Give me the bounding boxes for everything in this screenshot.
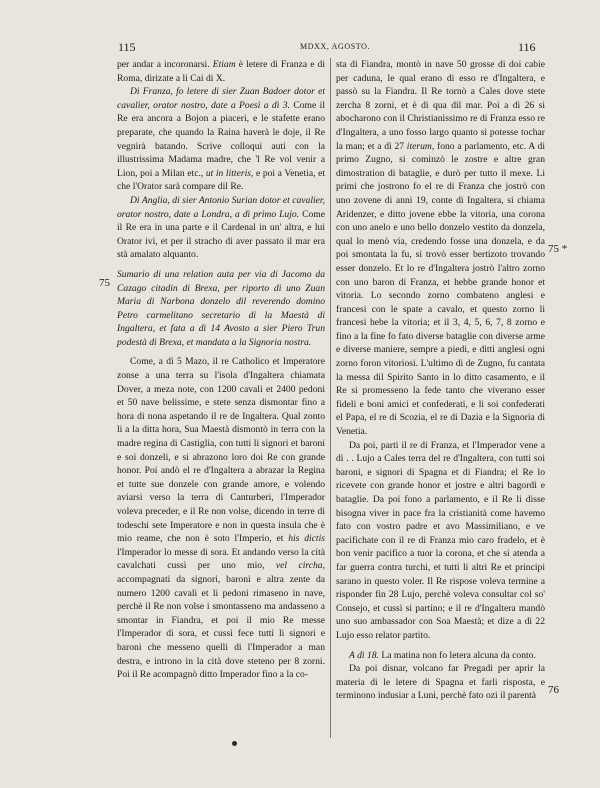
page-number-right: 116 [518, 40, 536, 54]
margin-number-right-75: 75 * [548, 243, 568, 255]
summary-heading: Sumario di una relation auta per via di Jacomo da Cazago citadin di Brexa, per riporto di uno Zuan Maria di Narbona donzelo dil reverendo domino Petro carmelitano secretario di la Maestà di Ingaltera, et fata a dì 14 Avosto a sier Piero Trun podestà di Brexa, et mandata a la Signoria nostra. [117, 268, 325, 348]
margin-number-right-76: 76 [548, 684, 559, 696]
margin-number-left: 75 [99, 277, 110, 289]
letter-france: Di Franza, fo letere di sier Zuan Badoer dotor et cavalier, orator nostro, date a Poesì a dì 3. Come il Re era ancora a Bojon a piaceri, e le stafette erano preparate, che quando la Raina haverà le doje, il Re vegnirà batando. Scrive colloqui auti con la illustrissima Madama madre, che 'l Re vol venir a Lion, poi a Milan etc., ut in litteris, e poi a Venetia, et che l'Orator sarà compare dil Re. [117, 86, 325, 193]
page-number-left: 115 [118, 40, 136, 54]
running-head: MDXX, AGOSTO. [300, 42, 371, 51]
column-divider [330, 58, 331, 738]
paragraph-cales: Da poi, partì il re di Franza, et l'Imperador vene a dì . . Lujo a Cales terra del re d'Ingaltera, con tutti soi baroni, e signori di Spagna et di Fiandra; el Re lo ricevete con grande honor et jostre e altri bagordi e bataglie. Da poi fono a parlamento, e il Re li disse bisogna viver in pace fra la cristianità come havemo fato con vostro padre et avo Massimiliano, e ve pacifichate con il re di Franza mio caro fradelo, et è bon venir pacifico a tuor la corona, et che si atenda a far guerra contra turchi, et tutti li altri Re et principi sarano in questo voler. Il Re rispose voleva termine a risponder fin 28 Lujo, perchè voleva consultar col so' Consejo, et cussì si partino; e il re d'Ingaltera mandò uno suo ambassador con Soa Maestà; et dize a dì 22 Lujo esso relator partito. [336, 439, 545, 641]
paragraph-continuation: per andar a incoronarsi. Etiam è letere di Franza e di Roma, dirizate a li Cai di X. [117, 59, 325, 84]
page-header [0, 40, 600, 56]
paragraph-date-18: A dì 18. La matina non fo letera alcuna da conto. [349, 649, 536, 661]
summary-body: Come, a dì 5 Mazo, il re Catholico et Imperatore zonse a una terra su l'isola d'Ingaltera chiamata Dover, a meza note, con 1200 cavali et 2400 pedoni et 50 nave belissime, e stete senza dismontar fino a hora di nona aspetando il re de Ingaltera. Qual zonto li a la ditta hora, Sua Maestà dismontò in terra con la madre regina di Castiglia, con tutti li signori et baroni e soi donzeli, e si abrazono loro doi Re con grande honor. Poi andò el re d'Ingaltera a abrazar la Regina et tutte sue donzele con grande amore, e volendo aviarsi verso la terra di Canturberi, l'Imperador voleva preceder, e il Re non volse, dicendo in terre di todeschi sete Imperatore e non in questa insula che è mio reame, che non è soto l'Imperio, et his dictis l'Imperador lo messe di sora. Et andando verso la cità cavalchati cussì per uno mio, vel circha, accompagnati da signori, baroni e altra zente da numero 1200 cavali et li pedoni rimaseno in nave, perchè il Re non volse i smontasseno ma andasseno a smontar in Fiandra, et poi il mio Re messe l'Imperador di sora, et cussì fece tutti li signori e baroni che messeno quelli di l'Imperador a man destra, e introno in la cità dove steteno per 8 zorni. Poi il Re acompagnò ditto Imperador fino a la co- [117, 356, 325, 681]
right-column [336, 58, 545, 703]
left-column [117, 58, 325, 682]
paragraph-flanders: sta di Fiandra, montò in nave 50 grosse di doi cabie per caduna, le qual erano di esso re d'Ingaltera, e passò su la Fiandra. Il Re tornò a Cales dove stete zercha 8 zorni, et è di qua dil mar. Poi a dì 26 si abocharono con il Christianissimo re di Franza esso re d'Ingaltera, a uno fosso largo quanto si potesse tochar la man; et a dì 27 iterum, fono a parlamento, etc. A dì primo Zugno, si cominzò le zostre e altre gran dimostration di bataglie, e durò per tutto il mexe. Li primi che jostrono fo el re di Franza che jostrò con uno zovene di anni 19, conte di Ingaltera, si chiama Aridenzer, e ditto jovene ebbe la vitoria, una corona con uno anelo e uno bello donzelo vestito da donzela, qual lo menò via, credendo fosse una donzela, e da poi smontata la fu, si trovò esser bertizoto trovando esser donzelo. Et lo re d'Ingaltera jostrò l'altro zorno con uno baron di Franza, et hebbe grande honor et vitoria. Lo secondo zorno combateno anglesi e francesi con le spate a cavalo, et questo zorno li francesi hebe la vitoria; et il 3, 4, 5, 6, 7, 8 zorno e fino a la fine fo fato diverse bataglie con diverse arme e diverse maniere, sempre a piedi, e ditti anglesi ogni zorno foron vitoriosi. L'ultimo di de Zugno, fu cantata la messa dil Spirito Santo in lo ditto casamento, e il Re si promesseno la fede tanto che viverano esser fideli e boni amici et confederati, e li soi confederati el Papa, el re di Scozia, el re di Dazia e la Signoria di Venetia. [336, 59, 545, 438]
paragraph-pregadi: Da poi disnar, volcano far Pregadi per aprir la materia di le letere di Spagna et farli risposta, e terminono indusiar a Luni, perchè fato ozi il parentà [336, 663, 545, 702]
printer-dot-ornament [232, 741, 237, 746]
letter-england: Di Anglia, di sier Antonio Surian dotor et cavalier, orator nostro, date a Londra, a dì primo Lujo. Come il Re era in una parte e il Cardenal in un' altra, e lui Orator ivi, et per il stracho di aver passato il mar era stà amalato alquanto. [117, 194, 325, 261]
